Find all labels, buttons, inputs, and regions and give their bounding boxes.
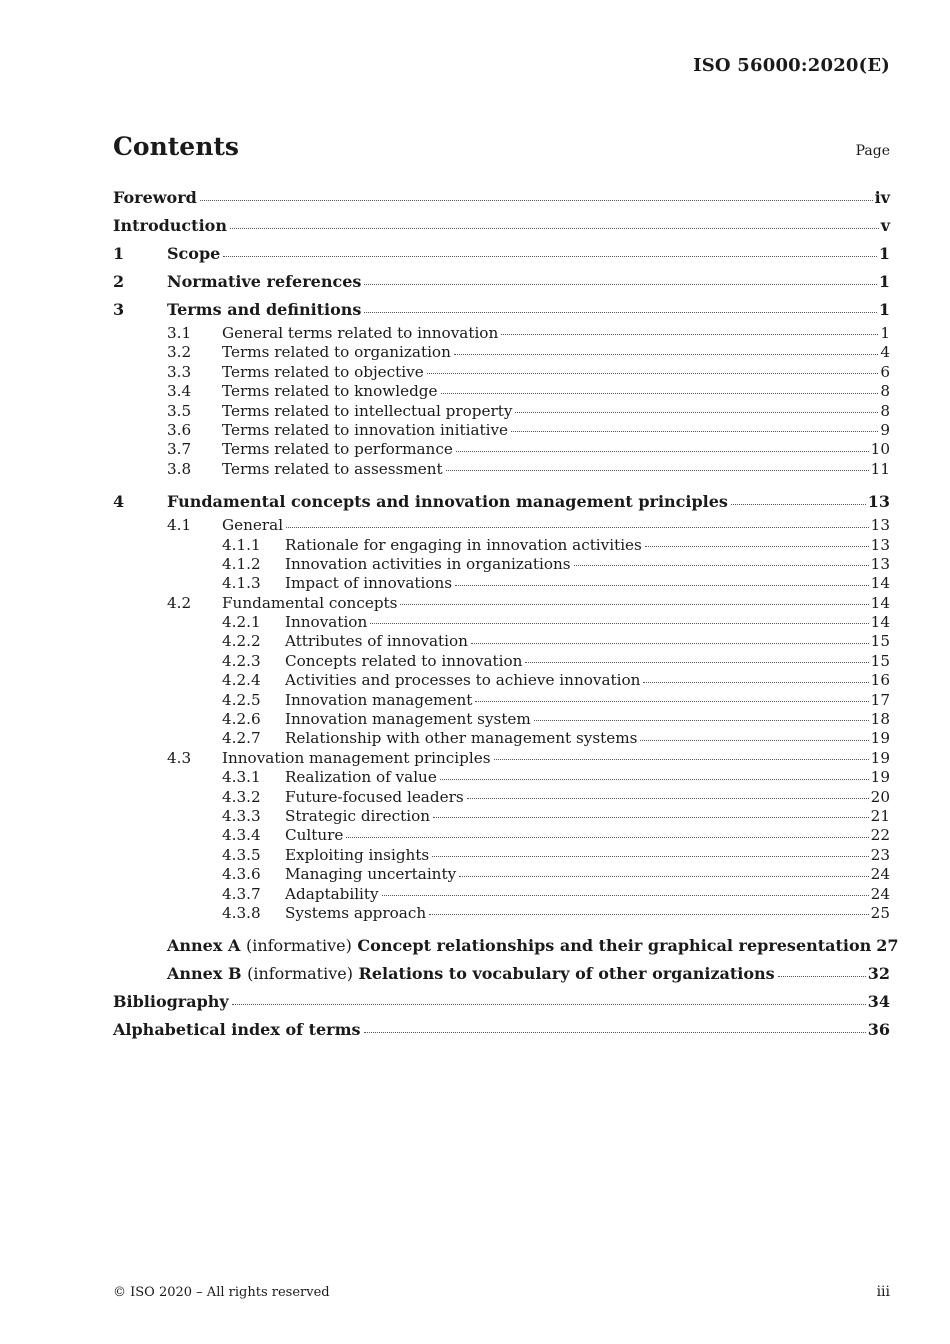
toc-entry[interactable] [113,184,890,212]
toc-dot-leader [286,526,869,528]
toc-entry-number: 4.3 [167,748,192,767]
toc-entry-title: Normative references [167,272,362,291]
toc-dot-leader [525,661,868,663]
toc-entry-page: 1 [878,300,890,319]
toc-entry-page: 8 [880,401,890,420]
toc-entry[interactable] [113,729,890,748]
toc-entry-number: 4.1.2 [222,554,261,573]
toc-entry-number: 4.3.2 [222,787,261,806]
toc-entry-title: Strategic direction [285,806,431,825]
toc-entry-number: 3.8 [167,459,192,478]
toc-dot-leader [467,797,869,799]
toc-entry-page: 1 [880,324,890,342]
toc-dot-leader [364,1031,866,1033]
toc-entry-title: Relationship with other management systems [285,729,638,748]
toc-entry-title: General [222,516,284,535]
toc-dot-leader [200,199,873,201]
toc-entry-title: Terms related to innovation initiative [222,420,509,439]
toc-dot-leader [223,255,877,257]
toc-dot-leader [515,411,878,413]
toc-entry-title: Rationale for engaging in innovation activities [285,535,642,554]
toc-entry-number: 4.3.7 [222,884,261,903]
annex-label: Annex A [167,936,241,956]
toc-entry-title: Systems approach [285,903,427,922]
toc-dot-leader [433,816,869,818]
toc-entry-page: 19 [870,729,890,748]
annex-title: Concept relationships and their graphical representation [357,936,872,956]
toc-dot-leader [441,392,879,394]
toc-entry-title [167,960,775,988]
toc-entry-page: 21 [870,806,890,825]
toc-dot-leader [382,894,869,896]
toc-entry-title: Terms related to organization [222,343,451,362]
toc-entry-page: 13 [870,535,890,554]
toc-entry-page: 32 [867,964,890,984]
toc-entry-title: Foreword [113,188,197,207]
toc-entry-title: Innovation management system [285,710,531,729]
toc-entry-title: Alphabetical index of terms [113,1020,361,1040]
toc-entry-number: 3.1 [167,324,192,342]
annex-informative-label: (informative) [247,964,353,984]
toc-entry[interactable] [113,324,890,343]
toc-dot-leader [511,430,878,432]
toc-entry-page: 24 [870,865,890,884]
toc-entry-page: 10 [870,440,890,459]
toc-entry[interactable] [113,555,890,574]
toc-entry-page: 14 [870,574,890,593]
toc-entry[interactable] [113,988,890,1016]
toc-dot-leader [364,283,876,285]
toc-entry-page: 17 [870,690,890,709]
toc-entry-title: Terms related to assessment [222,459,443,478]
toc-entry-page: 13 [870,554,890,573]
toc-entry[interactable] [113,904,890,923]
annex-title: Relations to vocabulary of other organizations [358,964,775,984]
toc-dot-leader [645,545,869,547]
toc-entry-title: Exploiting insights [285,845,430,864]
toc-entry[interactable] [113,671,890,690]
toc-entry-title: Innovation management principles [222,748,491,767]
toc-entry-title: Terms related to intellectual property [222,401,513,420]
toc-dot-leader [640,739,868,741]
toc-entry-number: 4.2.6 [222,710,261,729]
toc-entry-number: 4.3.5 [222,845,261,864]
toc-dot-leader [454,353,878,355]
toc-entry-title: Introduction [113,216,227,235]
toc-dot-leader [475,700,868,702]
toc-entry-page: 14 [870,613,890,632]
document-id: ISO 56000:2020(E) [693,55,890,76]
toc-dot-leader [232,1003,866,1005]
toc-dot-leader [574,564,869,566]
toc-entry-page: 1 [878,272,890,291]
toc-dot-leader [494,758,869,760]
page-column-label: Page [855,143,890,159]
toc-dot-leader [459,875,869,877]
toc-entry-number: 4.3.3 [222,806,261,825]
toc-entry[interactable] [113,932,899,960]
toc-entry-number: 4.1 [167,516,192,535]
toc-entry[interactable] [113,691,890,710]
toc-entry-title: Activities and processes to achieve innovation [285,671,641,690]
toc-entry[interactable] [113,382,890,401]
toc-entry[interactable] [113,1016,890,1044]
toc-entry-page: 19 [870,748,890,767]
toc-entry-title: Innovation [285,613,368,632]
toc-entry-page: iv [874,188,890,207]
toc-entry-page: 34 [867,992,890,1012]
toc-entry-number: 4.2.3 [222,651,261,670]
toc-dot-leader [456,450,869,452]
toc-entry-page: 36 [867,1020,890,1040]
toc-entry-number: 4.2.4 [222,671,261,690]
toc-entry-title: Concepts related to innovation [285,651,523,670]
toc-entry-page: 18 [870,710,890,729]
toc-entry-title: Fundamental concepts [222,593,398,612]
toc-entry-page: 15 [870,632,890,651]
toc-dot-leader [471,642,869,644]
toc-entry[interactable] [113,363,890,382]
toc-entry-page: 13 [870,516,890,535]
toc-entry[interactable] [113,536,890,555]
toc-entry-number: 4.1.1 [222,535,261,554]
toc-entry-page: 9 [880,420,890,439]
toc-entry-title: Terms related to knowledge [222,382,438,401]
toc-entry[interactable] [113,268,890,296]
toc-entry-number: 2 [113,272,125,291]
toc-entry[interactable] [113,296,890,324]
toc-entry-number: 3.4 [167,382,192,401]
toc-entry-number: 3.7 [167,440,192,459]
toc-entry-page: 13 [867,492,890,512]
toc-entry-page: 16 [870,671,890,690]
toc-dot-leader [446,469,869,471]
table-of-contents [113,184,899,1044]
toc-entry[interactable] [113,788,890,807]
toc-dot-leader [429,913,869,915]
toc-entry-page: 23 [870,845,890,864]
toc-entry[interactable] [113,865,890,884]
footer-copyright: © ISO 2020 – All rights reserved [113,1285,330,1300]
toc-entry-title: Future-focused leaders [285,787,464,806]
toc-entry-number: 3.2 [167,343,192,362]
toc-entry[interactable] [113,516,890,535]
toc-entry[interactable] [113,574,890,593]
toc-entry-title: Adaptability [285,884,379,903]
toc-entry-page: 8 [880,382,890,401]
contents-title: Contents [113,132,240,161]
toc-entry-number: 1 [113,244,125,263]
toc-entry[interactable] [113,846,890,865]
toc-entry-title: Scope [167,244,221,263]
toc-dot-leader [432,855,868,857]
toc-entry-page: 1 [878,244,890,263]
toc-entry-number: 4.3.1 [222,768,261,787]
toc-entry-number: 4.3.4 [222,826,261,845]
toc-entry-title: Innovation activities in organizations [285,554,571,573]
toc-entry-page: v [880,216,890,235]
annex-label: Annex B [167,964,242,984]
toc-entry-title [167,932,871,960]
toc-dot-leader [778,975,866,977]
toc-entry[interactable] [113,594,890,613]
toc-entry-number: 4.2.5 [222,690,261,709]
toc-entry-number: 4.2.1 [222,613,261,632]
toc-entry-number: 3.5 [167,401,192,420]
toc-entry[interactable] [113,343,890,362]
toc-entry-title: Terms related to objective [222,362,424,381]
toc-entry[interactable] [113,613,890,632]
toc-entry-number: 3.6 [167,420,192,439]
toc-entry[interactable] [113,960,890,988]
toc-entry[interactable] [113,807,890,826]
annex-informative-label: (informative) [245,936,352,956]
toc-dot-leader [643,681,868,683]
toc-dot-leader [731,503,866,505]
toc-entry-page: 15 [870,651,890,670]
toc-entry-page: 24 [870,884,890,903]
toc-entry-title: Culture [285,826,344,845]
toc-entry-page: 6 [880,362,890,381]
toc-entry[interactable] [113,710,890,729]
toc-entry[interactable] [113,460,890,479]
toc-dot-leader [370,622,868,624]
toc-entry-number: 4.2 [167,593,192,612]
toc-entry-number: 3 [113,300,125,319]
toc-entry[interactable] [113,885,890,904]
toc-entry-page: 19 [870,768,890,787]
toc-entry-title: Attributes of innovation [285,632,468,651]
toc-entry-title: Terms and definitions [167,300,362,319]
toc-entry-number: 4.3.8 [222,903,261,922]
toc-entry[interactable] [113,749,890,768]
toc-entry-page: 27 [876,936,899,956]
toc-entry-number: 4.2.2 [222,632,261,651]
toc-dot-leader [534,719,869,721]
toc-entry-title: Fundamental concepts and innovation management principles [167,492,728,512]
toc-entry-number: 4 [113,492,125,512]
toc-entry[interactable] [113,488,890,516]
toc-entry-page: 25 [870,903,890,922]
toc-entry-page: 4 [880,343,890,362]
toc-dot-leader [501,333,878,335]
toc-dot-leader [440,778,869,780]
toc-dot-leader [364,311,876,313]
toc-dot-leader [230,227,879,229]
toc-entry-title: Terms related to performance [222,440,453,459]
toc-entry[interactable] [113,652,890,671]
toc-entry[interactable] [113,212,890,240]
toc-dot-leader [427,372,879,374]
toc-entry-title: Realization of value [285,768,437,787]
toc-entry-title: Bibliography [113,992,229,1012]
toc-entry[interactable] [113,826,890,845]
toc-entry[interactable] [113,768,890,787]
toc-entry-number: 3.3 [167,362,192,381]
toc-entry[interactable] [113,240,890,268]
toc-entry-page: 14 [870,593,890,612]
toc-entry-page: 11 [870,459,890,478]
toc-entry-page: 22 [870,826,890,845]
toc-entry[interactable] [113,402,890,421]
toc-entry-page: 20 [870,787,890,806]
toc-entry-number: 4.3.6 [222,865,261,884]
toc-entry[interactable] [113,632,890,651]
toc-entry-title: Managing uncertainty [285,865,457,884]
toc-dot-leader [400,603,868,605]
toc-entry[interactable] [113,440,890,459]
toc-entry-title: Innovation management [285,690,473,709]
toc-dot-leader [346,836,868,838]
footer-page-number: iii [876,1284,890,1300]
toc-entry[interactable] [113,421,890,440]
toc-entry-title: Impact of innovations [285,574,453,593]
toc-entry-title: General terms related to innovation [222,324,499,342]
toc-dot-leader [455,584,869,586]
toc-entry-number: 4.1.3 [222,574,261,593]
toc-entry-number: 4.2.7 [222,729,261,748]
